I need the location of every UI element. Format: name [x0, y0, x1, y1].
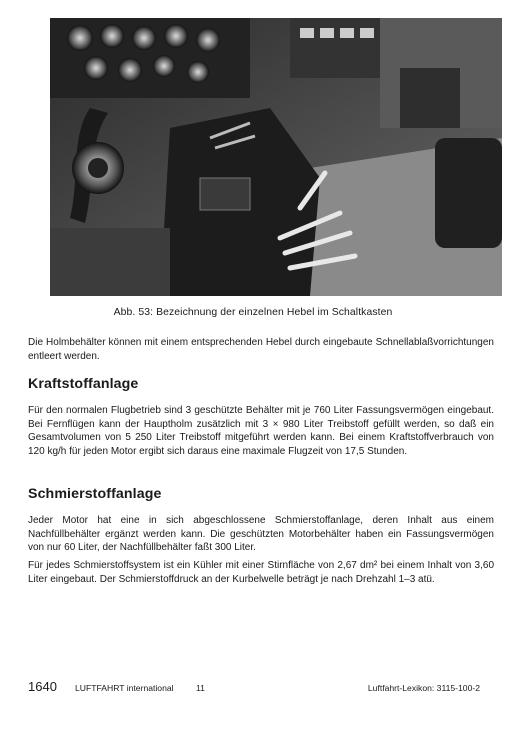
lexicon-reference: Luftfahrt-Lexikon: 3115-100-2	[367, 683, 480, 693]
intro-paragraph: Die Holmbehälter können mit einem entsprechenden Hebel durch eingebaute Schnellablaßvorrichtungen entleert werden.	[28, 337, 494, 362]
magazine-name: LUFTFAHRT international	[75, 683, 174, 693]
page-number: 1640	[28, 679, 57, 694]
schmierstoff-paragraph-2: Für jedes Schmierstoffsystem ist ein Kühler mit einer Stirnfläche von 2,67 dm² bei einem Inhalt von 3,60 Liter eingebaut. Der Schmierstoffdruck an der Kurbelwelle beträgt je nach Drehzahl 1–3 atü.	[28, 560, 494, 585]
cockpit-photo-graphic	[50, 18, 502, 296]
page-footer	[0, 679, 506, 698]
schmierstoff-paragraph-1: Jeder Motor hat eine in sich abgeschlossene Schmierstoffanlage, deren Inhalt aus einem Nachfüllbehälter ergänzt werden kann. Die geschützten Motorbehälter haben ein Fassungsvermögen von nur 60 Liter, der Nachfüllbehälter faßt 300 Liter.	[28, 515, 494, 554]
issue-number: 11	[196, 683, 205, 693]
cockpit-photo	[50, 18, 502, 296]
section-heading-kraftstoffanlage: Kraftstoffanlage	[28, 376, 139, 392]
figure-caption: Abb. 53: Bezeichnung der einzelnen Hebel im Schaltkasten	[113, 307, 393, 318]
kraftstoff-paragraph: Für den normalen Flugbetrieb sind 3 geschützte Behälter mit je 760 Liter Fassungsvermögen eingebaut. Bei Fernflügen kann der Hauptholm zusätzlich mit 3 × 980 Liter Treibstoff gefüllt werden, so daß ein Gesamtvolumen von 5 250 Liter Treibstoff mitgeführt werden kann. Bei einem Kraftstoffverbrauch von 120 kg/h für jeden Motor ergibt sich daraus eine maximale Flugzeit von 17,5 Stunden.	[28, 405, 494, 457]
section-heading-schmierstoffanlage: Schmierstoffanlage	[28, 486, 162, 502]
